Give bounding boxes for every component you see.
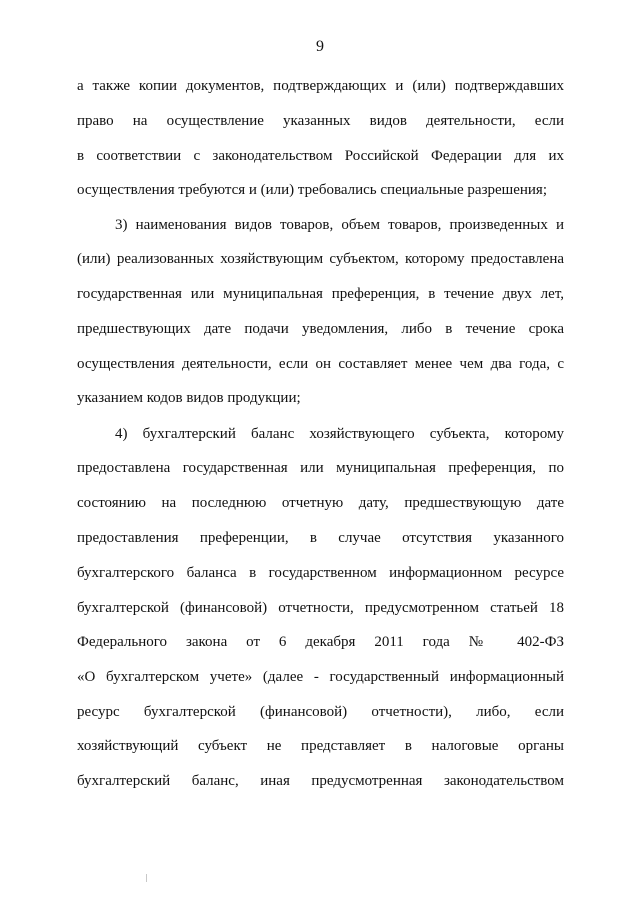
text-line: ресурс бухгалтерской (финансовой) отчетности), либо, если [77,704,564,720]
list-item-3-start: 3) наименования видов товаров, объем товаров, произведенных и [115,217,564,233]
text-line: предшествующих дате подачи уведомления, либо в течение срока [77,321,564,337]
text-line: указанием кодов видов продукции; [77,390,301,406]
text-line: право на осуществление указанных видов деятельности, если [77,113,564,129]
text-line: осуществления требуются и (или) требовались специальные разрешения; [77,182,547,198]
text-line: хозяйствующий субъект не представляет в налоговые органы [77,738,564,754]
text-line: в соответствии с законодательством Российской Федерации для их [77,148,564,164]
text-line: предоставления преференции, в случае отсутствия указанного [77,530,564,546]
text-line: бухгалтерской (финансовой) отчетности, предусмотренном статьей 18 [77,600,564,616]
text-line: бухгалтерский баланс, иная предусмотренная законодательством [77,773,564,789]
page-number: 9 [316,38,324,55]
text-line: «О бухгалтерском учете» (далее - государственный информационный [77,669,564,685]
text-line: бухгалтерского баланса в государственном информационном ресурсе [77,565,564,581]
text-line: Федерального закона от 6 декабря 2011 года № 402-ФЗ [77,634,564,650]
list-item-4-start: 4) бухгалтерский баланс хозяйствующего субъекта, которому [115,426,564,442]
text-line: а также копии документов, подтверждающих и (или) подтверждавших [77,78,564,94]
text-line: предоставлена государственная или муниципальная преференция, по [77,460,564,476]
scan-artifact [146,874,147,882]
text-line: состоянию на последнюю отчетную дату, предшествующую дате [77,495,564,511]
text-line: (или) реализованных хозяйствующим субъектом, которому предоставлена [77,251,564,267]
text-line: осуществления деятельности, если он составляет менее чем два года, с [77,356,564,372]
text-line: государственная или муниципальная преференция, в течение двух лет, [77,286,564,302]
